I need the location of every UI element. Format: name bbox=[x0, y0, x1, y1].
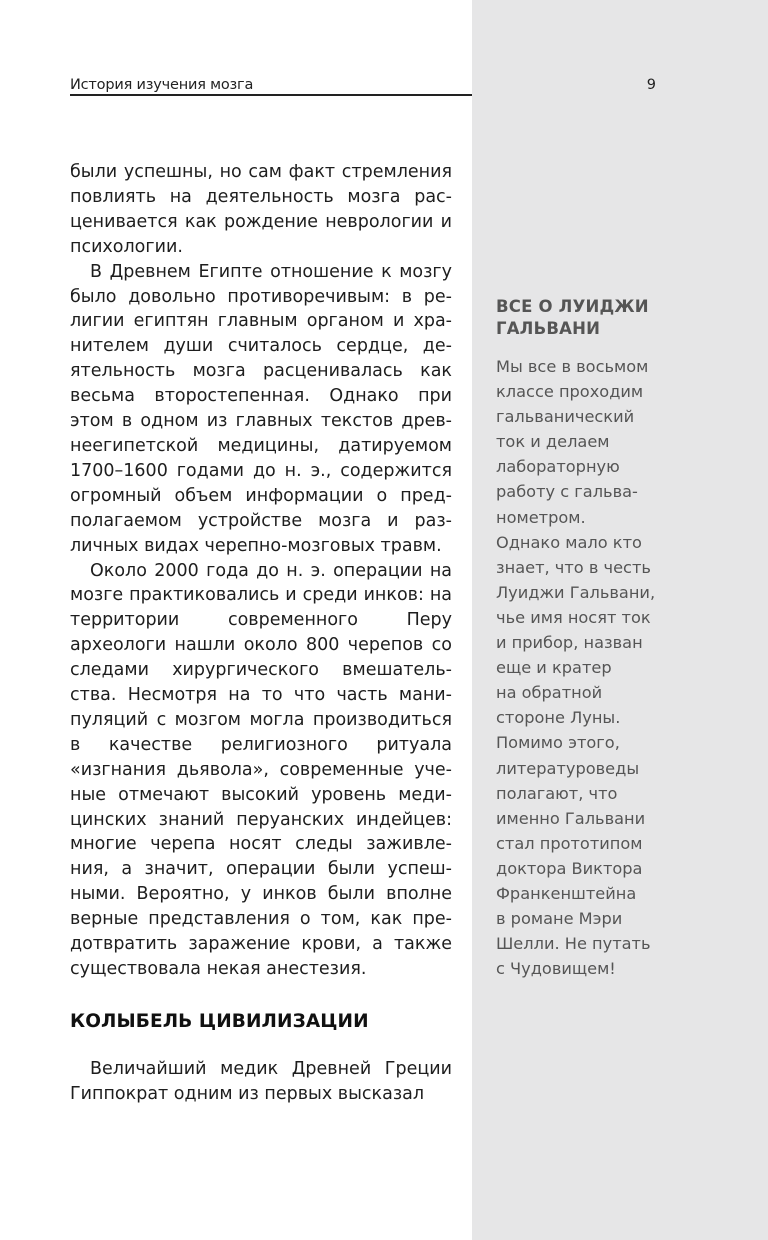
header-rule bbox=[70, 94, 472, 96]
paragraph-2: В Древнем Египте отношение к мозгу было довольно противоречивым: в религии египтян главным органом и хранителем души считалось сердце, деятельность мозга расценивалась как весьма второстепенная. Однако при этом в одном из главных текстов древнеегипетской медицины, датируемом 1700–1600 годами до н. э., содержится огромный объем информации о предполагаемом устройстве мозга и различных видах черепно-мозговых травм. bbox=[70, 261, 452, 556]
running-header-title: История изучения мозга bbox=[70, 77, 254, 93]
sidebar-text: Мы все в восьмом классе проходим гальванический ток и делаем лабораторную работу с гальва- нометром. Однако мало кто знает, что в честь Луиджи Гальвани, чье имя носят ток и прибор, назван еще и кратер на обратной стороне Луны. Помимо этого, литературоведы полагают, что именно Гальвани стал прототипом доктора Виктора Франкенштейна в романе Мэри Шелли. Не путать с Чудовищем! bbox=[496, 357, 656, 979]
section-heading: КОЛЫБЕЛЬ ЦИВИЛИЗАЦИИ bbox=[70, 1010, 369, 1032]
paragraph-1: были успешны, но сам факт стремления повлиять на деятельность мозга расценивается как рождение неврологии и психологии. bbox=[70, 162, 452, 257]
paragraph-4: Величайший медик Древней Греции Гиппократ одним из первых высказал bbox=[70, 1058, 452, 1104]
running-header bbox=[70, 76, 656, 94]
main-text-column bbox=[70, 160, 452, 1107]
sidebar-box bbox=[496, 296, 666, 981]
sidebar-title: ВСЕ О ЛУИДЖИ ГАЛЬВАНИ bbox=[496, 297, 649, 338]
paragraph-3: Около 2000 года до н. э. операции на мозге практиковались и среди инков: на территории современного Перу археологи нашли около 800 черепов со следами хирургического вмешательства. Несмотря на то что часть манипуляций с мозгом могла производиться в качестве религиозного ритуала «изгнания дьявола», современные ученые отмечают высокий уровень медицинских знаний перуанских индейцев: многие черепа носят следы заживления, а значит, операции были успешными. Вероятно, у инков были вполне верные представления о том, как предотвратить заражение крови, а также существовала некая анестезия. bbox=[70, 560, 452, 979]
page-number: 9 bbox=[646, 77, 656, 93]
